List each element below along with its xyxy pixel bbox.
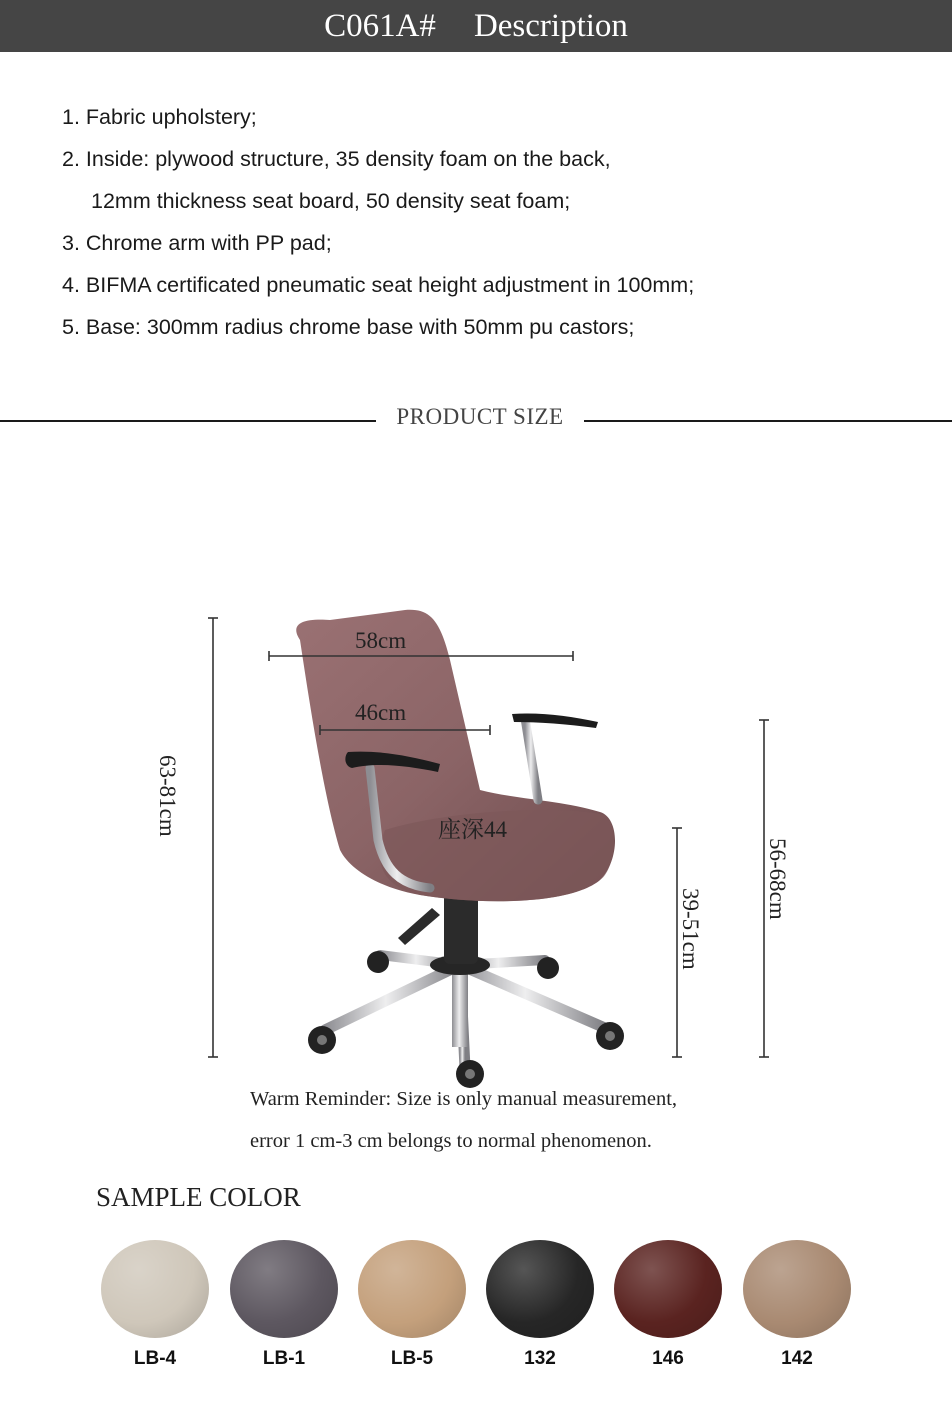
chair-seat-back <box>296 610 615 901</box>
swatch-label: 146 <box>652 1348 684 1369</box>
description-item-continued: 12mm thickness seat board, 50 density seat foam; <box>91 189 571 213</box>
description-item: 2. Inside: plywood structure, 35 density foam on the back, <box>62 147 611 171</box>
description-item: 4. BIFMA certificated pneumatic seat height adjustment in 100mm; <box>62 273 695 297</box>
seat-height-label: 39-51cm <box>678 888 703 970</box>
description-item: 5. Base: 300mm radius chrome base with 50mm pu castors; <box>62 315 635 339</box>
swatch-label: LB-5 <box>390 1348 434 1369</box>
color-swatch <box>101 1240 209 1338</box>
reminder-line-1: Warm Reminder: Size is only manual measurement, <box>250 1088 678 1110</box>
swatch-label: 132 <box>524 1348 556 1369</box>
arm-height-label: 56-68cm <box>765 838 790 920</box>
seat-width-label: 46cm <box>355 700 407 725</box>
chair-image <box>296 610 624 1088</box>
color-swatch <box>486 1240 594 1338</box>
header-title: Description <box>473 7 628 44</box>
total-height-label: 63-81cm <box>155 755 180 837</box>
sample-color-title: SAMPLE COLOR <box>96 1182 301 1212</box>
swatch-label: LB-1 <box>262 1348 306 1369</box>
description-item: 1. Fabric upholstery; <box>62 105 257 129</box>
color-swatch <box>614 1240 722 1338</box>
color-swatch <box>230 1240 338 1338</box>
reminder-line-2: error 1 cm-3 cm belongs to normal phenomenon. <box>250 1130 652 1152</box>
swatch-label: LB-4 <box>133 1348 177 1369</box>
color-swatch <box>743 1240 851 1338</box>
swatch-label: 142 <box>781 1348 813 1369</box>
chair-base <box>308 892 624 1088</box>
overall-width-label: 58cm <box>355 628 407 653</box>
color-swatch <box>358 1240 466 1338</box>
seat-depth-label: 座深44 <box>438 817 507 842</box>
description-item: 3. Chrome arm with PP pad; <box>62 231 332 255</box>
section-title: PRODUCT SIZE <box>396 404 564 429</box>
product-code: C061A# <box>324 7 436 44</box>
